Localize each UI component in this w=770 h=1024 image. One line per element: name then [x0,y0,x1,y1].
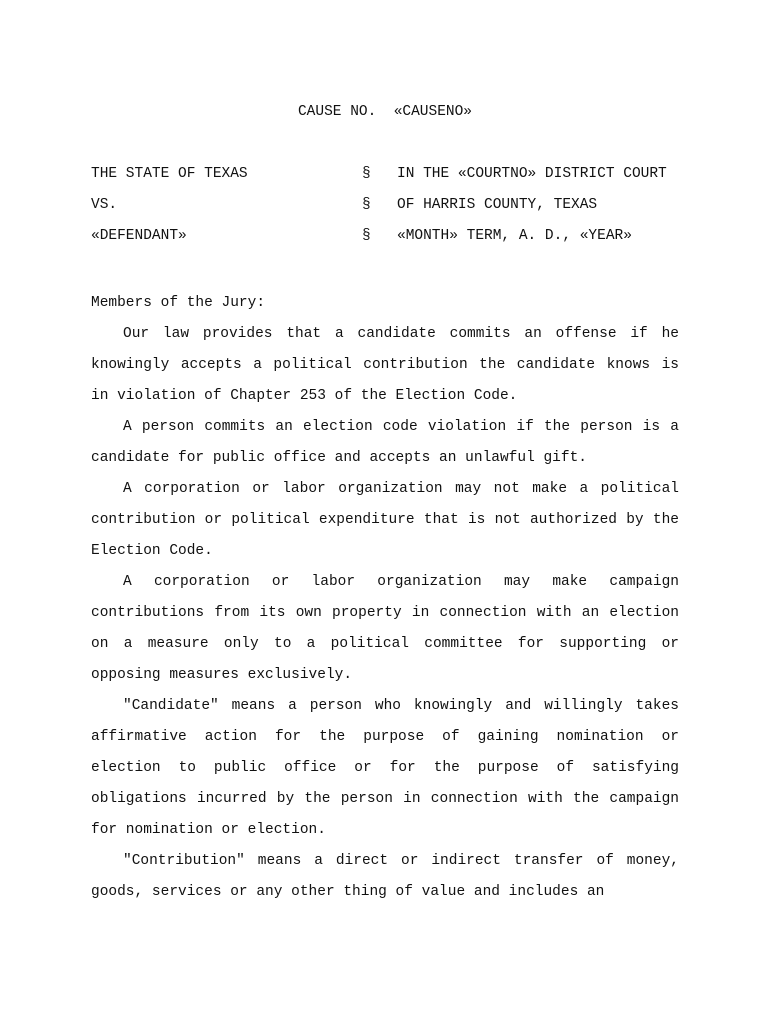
caption-row [91,194,679,225]
paragraph: "Contribution" means a direct or indirect transfer of money, goods, services or any other thing of value and includes an [91,853,679,900]
salutation: Members of the Jury: [91,295,266,311]
section-symbol: § [362,197,371,213]
paragraph: A corporation or labor organization may not make a political contribution or political expenditure that is not authorized by the Election Code. [91,481,679,559]
paragraph: "Candidate" means a person who knowingly and willingly takes affirmative action for the purpose of gaining nomination or election to public office or for the purpose of satisfying obligations incurred by the person in connection with the campaign for nomination or election. [91,698,679,838]
caption-left: VS. [91,197,118,213]
paragraph: Our law provides that a candidate commits an offense if he knowingly accepts a political contribution the candidate knows is in violation of Chapter 253 of the Election Code. [91,326,679,404]
caption-row [91,163,679,194]
paragraph: A person commits an election code violation if the person is a candidate for public office and accepts an unlawful gift. [91,419,679,466]
caption-right: IN THE «COURTNO» DISTRICT COURT [397,166,667,182]
case-caption [91,163,679,256]
jury-charge-body [91,288,679,908]
caption-left: «DEFENDANT» [91,228,187,244]
section-symbol: § [362,228,371,244]
section-symbol: § [362,166,371,182]
caption-row [91,225,679,256]
paragraph: A corporation or labor organization may make campaign contributions from its own property in connection with an election on a measure only to a political committee for supporting or opposing measures exclusively. [91,574,679,683]
caption-right: «MONTH» TERM, A. D., «YEAR» [397,228,632,244]
caption-right: OF HARRIS COUNTY, TEXAS [397,197,598,213]
document-page [91,0,679,1024]
caption-left: THE STATE OF TEXAS [91,166,248,182]
cause-number: CAUSE NO. «CAUSENO» [297,104,473,120]
